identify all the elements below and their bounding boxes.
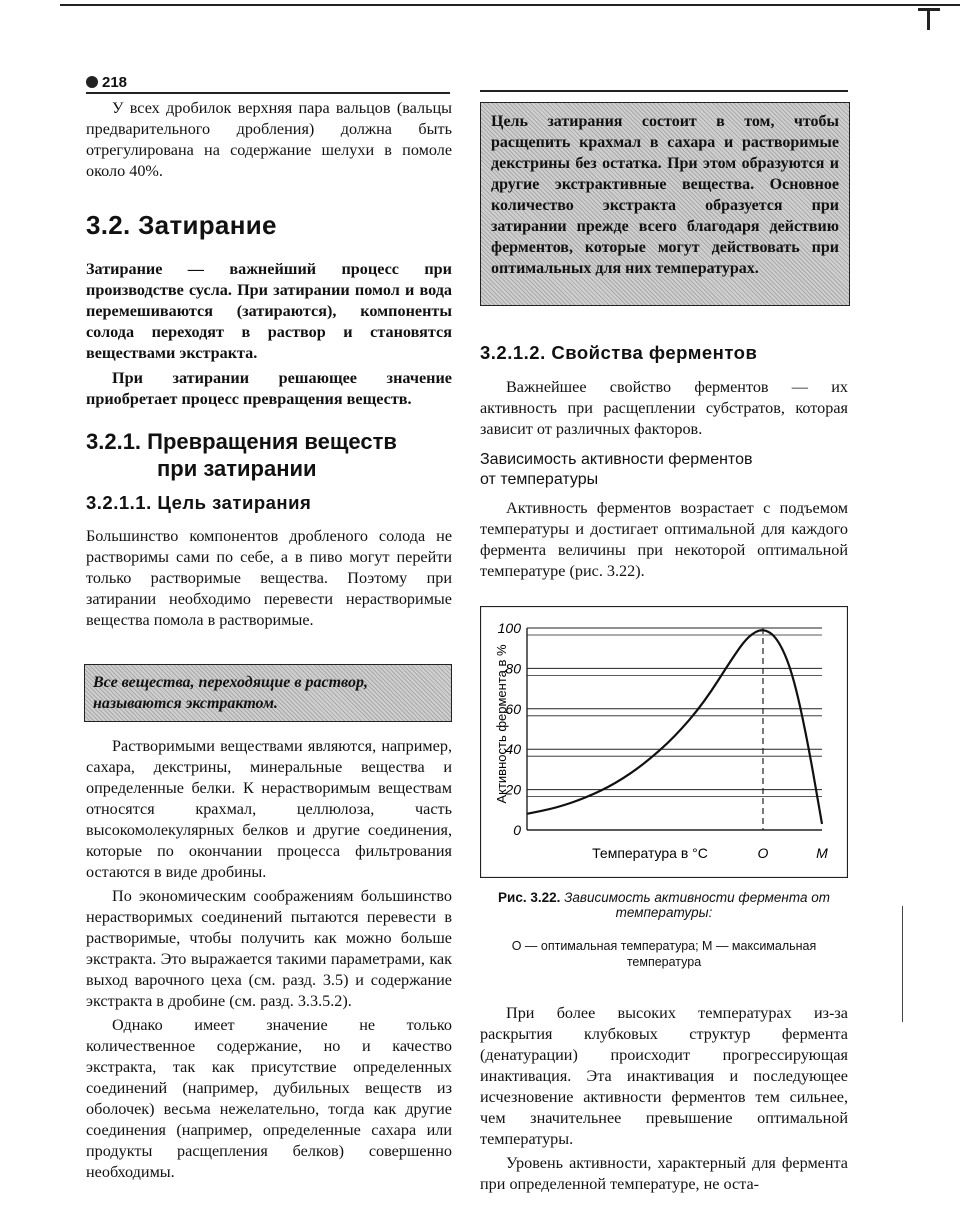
- enzymes-body-2: [480, 1003, 848, 1195]
- heading-3-2-1-2: 3.2.1.2. Свойства ферментов: [480, 342, 758, 363]
- activity-curve-0: [527, 630, 822, 824]
- definition-box-text: Все вещества, переходящие в раствор, называются экстрактом.: [93, 674, 368, 712]
- x-tick-label-O: O: [757, 845, 769, 861]
- y-tick-label-80: 80: [505, 660, 521, 677]
- corner-mark-vertical: [927, 8, 930, 30]
- lead-paragraph-2: [86, 368, 452, 410]
- margin-mark: [902, 906, 903, 1022]
- caption-label: Рис. 3.22.: [498, 890, 561, 905]
- lead-paragraph: [86, 259, 452, 364]
- heading-3-2-1-1: 3.2.1.1. Цель затирания: [86, 492, 312, 513]
- paragraph-body-4: Однако имеет значение не только количественное содержание, но и качество экстракта, так как присутствие определенных соединений (например, дубильных веществ из оболочек) весьма нежелательно, тогда как другие соединения (например, определенные сахара или продукты расщепления белков) совершенно необходимы.: [86, 1016, 452, 1181]
- heading-3-2-1-line2: при затирании: [157, 456, 317, 481]
- goal-box: [480, 102, 850, 306]
- enzymes-intro: [480, 377, 848, 440]
- x-axis-label: Температура в °C: [592, 845, 708, 861]
- paragraph-lead-2: При затирании решающее значение приобретает процесс превращения веществ.: [86, 369, 452, 408]
- heading-3-2-1-line1: 3.2.1. Превращения веществ: [86, 429, 397, 454]
- body-1: [86, 526, 452, 631]
- paragraph-enzymes-4: Уровень активности, характерный для фермента при определенной температуре, не оста-: [480, 1154, 848, 1193]
- paragraph-intro: У всех дробилок верхняя пара вальцов (вальцы предварительного дробления) должна быть отрегулирована на содержание шелухи в помоле около 40%.: [86, 99, 452, 180]
- left-intro: [86, 98, 452, 182]
- body-2: [86, 736, 452, 1183]
- heading-3-2: 3.2. Затирание: [86, 210, 277, 240]
- x-tick-label-M: M: [816, 845, 828, 861]
- top-rule: [60, 4, 960, 6]
- goal-box-text: Цель затирания состоит в том, чтобы расщепить крахмал в сахара и растворимые декстрины без остатка. При этом образуются и другие экстрактивные вещества. Основное количество экстракта образуется при затирании прежде всего благодаря действию ферментов, которые могут действовать при оптимальных для них температурах.: [491, 113, 839, 277]
- chart-frame: [481, 607, 848, 878]
- page-number: 218: [102, 74, 128, 91]
- page-header: [86, 74, 450, 94]
- y-tick-label-100: 100: [497, 620, 521, 636]
- y-axis-label: Активность фермента в %: [494, 644, 509, 804]
- y-tick-label-0: 0: [513, 822, 521, 838]
- paragraph-lead-1: Затирание — важнейший процесс при производстве сусла. При затирании помол и вода перемешиваются (затираются), компоненты солода переходят в раствор и становятся веществами экстракта.: [86, 260, 452, 362]
- y-tick-label-40: 40: [505, 741, 521, 758]
- subheading-line2: от температуры: [480, 471, 599, 488]
- enzymes-body: [480, 498, 848, 582]
- paragraph-enzymes-2: Активность ферментов возрастает с подъемом температуры и достигает оптимальной для каждого фермента величины при некоторой оптимальной температуре (рис. 3.22).: [480, 499, 848, 580]
- plot-area: [498, 620, 829, 861]
- subheading-line1: Зависимость активности ферментов: [480, 451, 753, 468]
- paragraph-body-1: Большинство компонентов дробленого солода не растворимы сами по себе, а в пиво могут перейти только растворимые вещества. Поэтому при затирании необходимо перевести нерастворимые вещества помола в растворимые.: [86, 527, 452, 629]
- caption-title: Зависимость активности фермента от температуры:: [564, 890, 830, 920]
- page-number-bullet-icon: [86, 76, 98, 88]
- figure-caption-note: О — оптимальная температура; М — максимальная температура: [511, 939, 817, 969]
- paragraph-enzymes-3: При более высоких температурах из-за раскрытия клубковых структур фермента (денатурации) происходит прогрессирующая инактивация. Эта инактивация и последующее исчезновение активности ферментов тем сильнее, чем значительнее превышение оптимальной температуры.: [480, 1004, 848, 1148]
- paragraph-body-3: По экономическим соображениям большинство нерастворимых соединений пытаются перевести в растворимые, чтобы получить как можно больше экстракта. Это выражается такими параметрами, как выход варочного цеха (см. разд. 3.5) и содержание экстракта в дробине (см. разд. 3.3.5.2).: [86, 887, 452, 1010]
- paragraph-body-2: Растворимыми веществами являются, например, сахара, декстрины, минеральные вещества и определенные белки. К нерастворимым веществам относятся крахмал, целлюлоза, часть высокомолекулярных белков и другие соединения, которые по окончании процесса фильтрования остаются в виде дробины.: [86, 737, 452, 881]
- subheading-temperature: [480, 450, 848, 490]
- activity-chart: [480, 606, 848, 878]
- paragraph-enzymes-1: Важнейшее свойство ферментов — их активность при расщеплении субстратов, которая зависит от различных факторов.: [480, 378, 848, 438]
- definition-box: [84, 664, 452, 722]
- y-tick-label-60: 60: [505, 700, 521, 717]
- header-rule-right: [480, 90, 848, 92]
- figure-caption: [480, 890, 848, 920]
- heading-3-2-1: [86, 428, 452, 482]
- y-tick-label-20: 20: [505, 781, 521, 798]
